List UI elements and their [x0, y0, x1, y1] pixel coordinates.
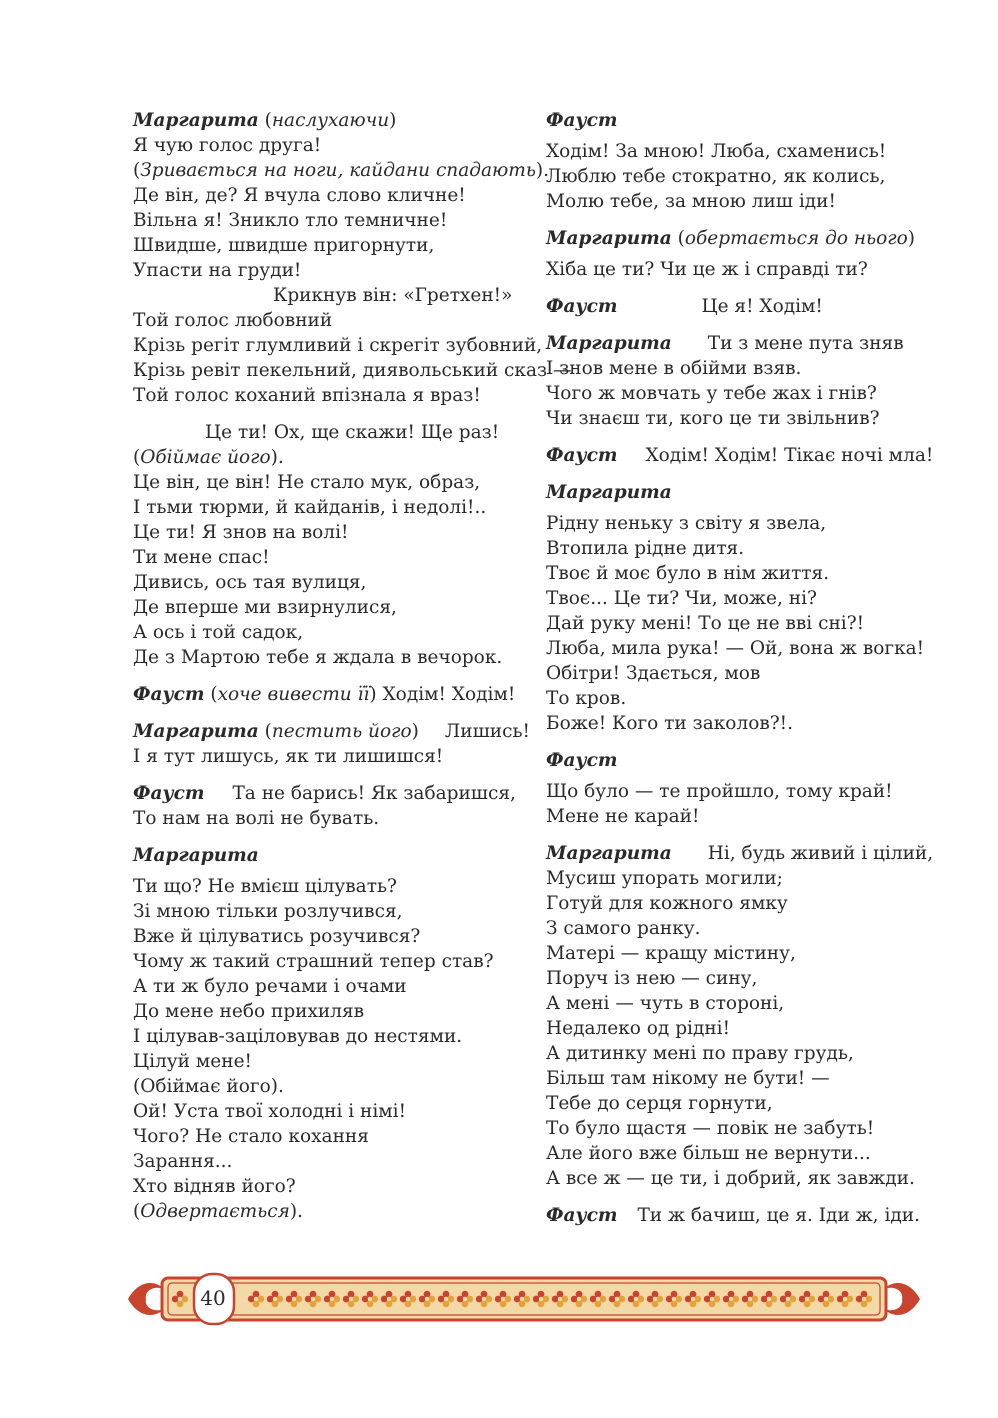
speaker-name: Маргарита	[133, 110, 259, 131]
speaker-name: Маргарита	[133, 845, 259, 866]
verse-line: Твоє й моє було в нім життя.	[546, 563, 830, 584]
speaker-name: Фауст	[546, 110, 618, 131]
verse-line: Хіба це ти? Чи це ж і справді ти?	[546, 259, 868, 280]
verse-line: Вільна я! Зникло тло темничне!	[133, 210, 448, 231]
verse-line: А дитинку мені по праву грудь,	[546, 1043, 854, 1064]
verse-text: Ти з мене пута зняв	[707, 333, 904, 354]
right-column	[546, 108, 946, 1240]
verse-text: Це я! Ходім!	[701, 296, 823, 317]
speaker-name: Фауст	[546, 296, 618, 317]
verse-line: Обітри! Здається, мов	[546, 663, 761, 684]
verse-line: І тьми тюрми, й кайданів, і недолі!..	[133, 497, 487, 518]
speech-block: Фауст (хоче вивести її) Ходім! Ходім!	[133, 684, 516, 705]
speech-block	[546, 331, 946, 431]
speaker-name: Фауст	[133, 783, 205, 804]
verse-line: Крикнув він: «Гретхен!»	[273, 285, 513, 306]
verse-text: Та не барись! Як забаришся,	[232, 783, 516, 804]
verse-line: Втопила рідне дитя.	[546, 538, 745, 559]
verse-line: Рідну неньку з світу я звела,	[546, 513, 827, 534]
verse-line: І цілував-заціловував до нестями.	[133, 1026, 463, 1047]
stage-direction: пестить його	[271, 721, 412, 742]
verse-line: Ти мене спас!	[133, 547, 270, 568]
speech-block: Маргарита (пестить його) Лишись! І я тут лишусь, як ти лишишся!	[133, 721, 530, 767]
verse-line: Де він, де? Я вчула слово кличне!	[133, 185, 466, 206]
verse-line: Чого ж мовчать у тебе жах і гнів?	[546, 383, 877, 404]
page-number: 40	[200, 1286, 226, 1310]
verse-line: І я тут лишусь, як ти лишишся!	[133, 746, 444, 767]
ornament-band	[124, 1271, 924, 1327]
verse-line: Більш там нікому не бути! —	[546, 1068, 830, 1089]
ornament-band-svg	[124, 1271, 924, 1327]
left-scroll-ornament	[128, 1283, 164, 1315]
stage-direction: наслухаючи	[271, 110, 390, 131]
verse-line: А все ж — це ти, і добрий, як завжди.	[546, 1168, 915, 1189]
verse-line: Що було — те пройшло, тому край!	[546, 781, 893, 802]
speaker-name: Маргарита	[546, 228, 672, 249]
speech-block: Маргарита (наслухаючи) Я чую голос друга! (Зривається на ноги, кайдани спадають). Де він, де? Я вчула слово кличне! Вільна я! Зникло тло темничне! Швидше, швидше пригорнути, Упасти на груди! Крикнув він: «Гретхен!» Той голос любовний Крізь регіт глумливий і скрегіт зубовний, Крізь ревіт пекельний, диявольський сказ — Той голос коханий впізнала я враз!	[133, 110, 572, 406]
verse-text: Ходім! Ходім! Тікає ночі мла!	[645, 445, 934, 466]
verse-line: Де з Мартою тебе я ждала в вечорок.	[133, 647, 503, 668]
verse-line: Ой! Уста твої холодні і німі!	[133, 1101, 407, 1122]
verse-line: Той голос коханий впізнала я враз!	[133, 385, 481, 406]
verse-line: Це він, це він! Не стало мук, образ,	[133, 472, 481, 493]
verse-line: Мусиш упорать могили;	[546, 868, 783, 889]
verse-line: А мені — чуть в стороні,	[546, 993, 785, 1014]
verse-line: З самого ранку.	[546, 918, 701, 939]
verse-line: Твоє... Це ти? Чи, може, ні?	[546, 588, 817, 609]
stage-direction: Обіймає його	[140, 447, 271, 468]
verse-line: А ти ж було речами і очами	[133, 976, 407, 997]
verse-line: Але його вже більш не вернути...	[546, 1143, 871, 1164]
verse-line: А ось і той садок,	[133, 622, 304, 643]
verse-line: Поруч із нею — сину,	[546, 968, 758, 989]
speech-block: Маргарита (обертається до нього) Хіба це ти? Чи це ж і справді ти?	[546, 226, 946, 282]
stage-direction: обертається до нього	[684, 228, 908, 249]
verse-line: Ти що? Не вмієш цілувать?	[133, 876, 397, 897]
speech-block	[546, 108, 946, 214]
verse-line: Дивись, ось тая вулиця,	[133, 572, 367, 593]
verse-line: Молю тебе, за мною лиш іди!	[546, 191, 836, 212]
verse-line: Це ти! Ох, ще скажи! Ще раз!	[205, 422, 500, 443]
speech-block: Маргарита Ти що? Не вмієш цілувать? Зі мною тільки розлучився, Вже й цілуватись розучився? Чому ж такий страшний тепер став? А ти ж було речами і очами До мене небо прихиляв І цілував-заціловував до нестями. Цілуй мене! (Обіймає його). Ой! Уста твої холодні і німі! Чого? Не стало кохання Зарання... Хто відняв його? (Одвертається).	[133, 843, 528, 1224]
verse-line: То було щастя — повік не забуть!	[546, 1118, 875, 1139]
verse-line: (Обіймає його).	[133, 1076, 284, 1097]
stage-direction: Одвертається	[140, 1201, 290, 1222]
verse-line: Де вперше ми взирнулися,	[133, 597, 397, 618]
verse-line: Швидше, швидше пригорнути,	[133, 235, 435, 256]
verse-line: Чи знаєш ти, кого це ти звільнив?	[546, 408, 880, 429]
speech-block	[133, 781, 528, 831]
speech-block	[546, 443, 946, 468]
left-column	[133, 108, 572, 1236]
verse-line: Упасти на груди!	[133, 260, 302, 281]
speaker-name: Маргарита	[546, 482, 672, 503]
speech-block: Це ти! Ох, ще скажи! Ще раз! (Обіймає його). Це він, це він! Не стало мук, образ, І тьми тюрми, й кайданів, і недолі!.. Це ти! Я знов на волі! Ти мене спас! Дивись, ось тая вулиця, Де вперше ми взирнулися, А ось і той садок, Де з Мартою тебе я ждала в вечорок.	[133, 420, 528, 670]
verse-line: Ходім! За мною! Люба, схаменись!	[546, 141, 887, 162]
verse-line: Мене не карай!	[546, 806, 700, 827]
verse-line: Крізь ревіт пекельний, диявольський сказ —	[133, 360, 572, 381]
verse-text: Ні, будь живий і цілий,	[707, 843, 934, 864]
speaker-name: Фауст	[546, 445, 618, 466]
speaker-name: Фауст	[133, 684, 205, 705]
verse-line: Чого? Не стало кохання	[133, 1126, 369, 1147]
speaker-name: Маргарита	[546, 333, 672, 354]
right-scroll-ornament	[884, 1283, 920, 1315]
verse-line: Зі мною тільки розлучився,	[133, 901, 403, 922]
verse-line: Цілуй мене!	[133, 1051, 252, 1072]
verse-line: Недалеко од рідні!	[546, 1018, 731, 1039]
speech-block	[546, 480, 946, 736]
stage-direction: Зривається на ноги, кайдани спадають	[140, 160, 536, 181]
speech-block	[546, 748, 946, 829]
verse-line: Боже! Кого ти заколов?!.	[546, 713, 793, 734]
verse-line: Люба, мила рука! — Ой, вона ж вогка!	[546, 638, 925, 659]
verse-text: Лишись!	[444, 721, 530, 742]
speaker-name: Фауст	[546, 750, 618, 771]
verse-line: Дай руку мені! То це не вві сні?!	[546, 613, 865, 634]
stage-direction: хоче вивести її	[217, 684, 370, 705]
verse-line: То кров.	[546, 688, 627, 709]
verse-line: Це ти! Я знов на волі!	[133, 522, 349, 543]
verse-line: Тебе до серця горнути,	[546, 1093, 773, 1114]
speaker-name: Маргарита	[546, 843, 672, 864]
verse-text: Ти ж бачиш, це я. Іди ж, іди.	[637, 1205, 920, 1226]
verse-line: То нам на волі не бувать.	[133, 808, 380, 829]
verse-line: Вже й цілуватись розучився?	[133, 926, 421, 947]
speaker-name: Фауст	[546, 1205, 618, 1226]
speaker-name: Маргарита	[133, 721, 259, 742]
speech-block	[546, 294, 946, 319]
verse-line: Готуй для кожного ямку	[546, 893, 788, 914]
verse-line: Той голос любовний	[133, 310, 333, 331]
speech-block	[546, 841, 946, 1191]
verse-line: Хто відняв його?	[133, 1176, 296, 1197]
verse-line: І знов мене в обійми взяв.	[546, 358, 802, 379]
verse-line: Чому ж такий страшний тепер став?	[133, 951, 494, 972]
verse-line: Матері — кращу містину,	[546, 943, 796, 964]
verse-line: Я чую голос друга!	[133, 135, 322, 156]
verse-line: Крізь регіт глумливий і скрегіт зубовний,	[133, 335, 543, 356]
verse-line: До мене небо прихиляв	[133, 1001, 365, 1022]
verse-line: Люблю тебе стократно, як колись,	[546, 166, 886, 187]
speech-block	[546, 1203, 946, 1228]
floral-motifs	[172, 1291, 872, 1307]
verse-line: Зарання...	[133, 1151, 233, 1172]
